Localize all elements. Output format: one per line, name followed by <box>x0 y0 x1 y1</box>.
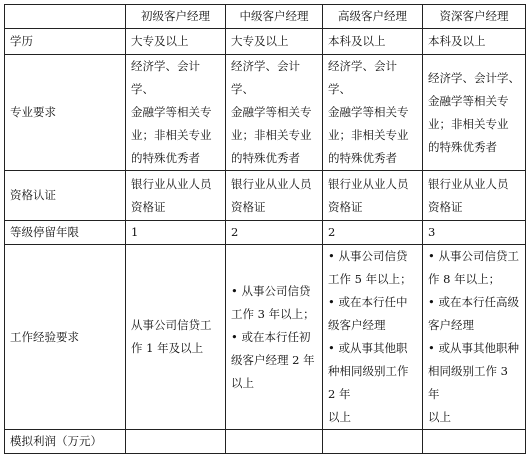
cell-text: 大专及以上 <box>231 34 289 48</box>
cell-tenure-junior: 1 <box>126 221 226 245</box>
cell-line: 从事公司信贷工 <box>131 318 212 332</box>
cell-line: • 或从事其他职 <box>328 341 408 355</box>
row-education <box>5 29 526 55</box>
cell-line: 相同级别工作 3 年 <box>428 364 508 401</box>
cell-exp-junior <box>126 245 226 430</box>
row-tenure <box>5 221 526 245</box>
cell-line: 经济学、会计学、 <box>428 70 520 85</box>
cell-exp-intermediate <box>226 245 323 430</box>
cell-line: 金融学等相关专 <box>131 105 212 119</box>
cell-line: 种相同级别工作 2 年 <box>328 364 409 401</box>
cell-education-junior <box>126 29 226 55</box>
cell-line: 银行业从业人员 <box>328 176 409 191</box>
header-principal: 资深客户经理 <box>423 5 526 29</box>
cell-exp-senior <box>323 245 423 430</box>
header-row <box>5 5 526 29</box>
cell-exp-principal <box>423 245 526 430</box>
row-label-profit: 模拟利润（万元） <box>5 430 126 454</box>
cell-line: 金融学等相关专 <box>428 93 509 108</box>
cell-line: 经济学、会计学、 <box>328 59 397 96</box>
cell-text: 本科及以上 <box>428 34 486 48</box>
cell-education-intermediate <box>226 29 323 55</box>
row-label-education: 学历 <box>5 29 126 55</box>
row-label-certification: 资格认证 <box>5 171 126 221</box>
cell-line: 作 8 年以上； <box>428 272 501 286</box>
header-intermediate: 中级客户经理 <box>226 5 323 29</box>
cell-line: 银行业从业人员 <box>131 176 212 191</box>
row-label-major: 专业要求 <box>5 55 126 171</box>
cell-line: 作 1 年及以上 <box>131 341 204 355</box>
cell-line: • 或在本行任高级 <box>428 295 519 309</box>
cell-line: • 从事公司信贷 <box>328 249 408 263</box>
cell-line: • 从事公司信贷 <box>231 283 311 298</box>
cell-profit-senior <box>323 430 423 454</box>
cell-line: 金融学等相关专 <box>328 105 409 119</box>
requirements-table <box>4 4 526 454</box>
cell-line: 经济学、会计学、 <box>131 59 200 96</box>
cell-education-principal <box>423 29 526 55</box>
cell-cert-junior <box>126 171 226 221</box>
cell-line: 级客户经理 <box>328 318 386 332</box>
cell-line: 资格证 <box>428 199 463 214</box>
cell-line: • 或在本行任中 <box>328 295 408 309</box>
cell-text: 大专及以上 <box>131 34 189 48</box>
cell-line: 工作 5 年以上； <box>328 272 412 286</box>
header-corner <box>5 5 126 29</box>
cell-profit-principal <box>423 430 526 454</box>
cell-line: 的特殊优秀者 <box>131 151 200 165</box>
cell-major-principal <box>423 55 526 171</box>
cell-line: 以上 <box>231 375 254 390</box>
cell-major-intermediate <box>226 55 323 171</box>
cell-text: 本科及以上 <box>328 34 386 48</box>
cell-cert-principal <box>423 171 526 221</box>
cell-line: 业；非相关专业 <box>231 128 312 142</box>
row-profit <box>5 430 526 454</box>
cell-line: • 从事公司信贷工 <box>428 249 519 263</box>
cell-line: 金融学等相关专 <box>231 105 312 119</box>
requirements-table-container <box>4 4 525 448</box>
cell-cert-intermediate <box>226 171 323 221</box>
row-major <box>5 55 526 171</box>
cell-line: 业；非相关专业 <box>131 128 212 142</box>
cell-line: 银行业从业人员 <box>231 176 312 191</box>
cell-tenure-principal: 3 <box>423 221 526 245</box>
cell-line: 业；非相关专业 <box>428 116 509 131</box>
cell-line: 的特殊优秀者 <box>328 151 397 165</box>
cell-tenure-intermediate: 2 <box>226 221 323 245</box>
cell-line: 客户经理 <box>428 318 474 332</box>
cell-line: 资格证 <box>231 199 266 214</box>
cell-line: 以上 <box>328 410 351 424</box>
cell-education-senior <box>323 29 423 55</box>
cell-line: 级客户经理 2 年 <box>231 352 315 367</box>
cell-line: • 或在本行任初 <box>231 329 311 344</box>
row-label-experience: 工作经验要求 <box>5 245 126 430</box>
cell-line: 业；非相关专业 <box>328 128 409 142</box>
row-certification <box>5 171 526 221</box>
cell-profit-intermediate <box>226 430 323 454</box>
cell-line: • 或从事其他职种 <box>428 341 519 355</box>
cell-line: 工作 3 年以上； <box>231 306 315 321</box>
row-label-tenure: 等级停留年限 <box>5 221 126 245</box>
cell-line: 资格证 <box>328 199 363 214</box>
cell-line: 的特殊优秀者 <box>231 151 300 165</box>
header-junior: 初级客户经理 <box>126 5 226 29</box>
cell-line: 的特殊优秀者 <box>428 139 497 154</box>
row-experience <box>5 245 526 430</box>
cell-line: 资格证 <box>131 199 166 214</box>
cell-line: 以上 <box>428 410 451 424</box>
cell-major-senior <box>323 55 423 171</box>
cell-tenure-senior: 2 <box>323 221 423 245</box>
cell-cert-senior <box>323 171 423 221</box>
cell-line: 银行业从业人员 <box>428 176 509 191</box>
cell-profit-junior <box>126 430 226 454</box>
cell-line: 经济学、会计学、 <box>231 59 300 96</box>
cell-major-junior <box>126 55 226 171</box>
header-senior: 高级客户经理 <box>323 5 423 29</box>
